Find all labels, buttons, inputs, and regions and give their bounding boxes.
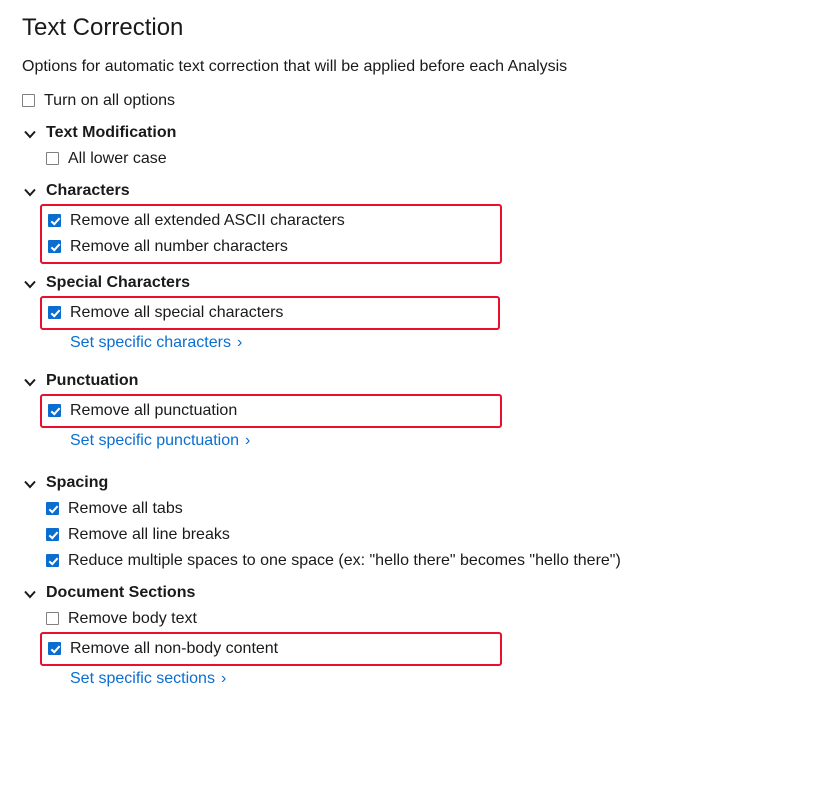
option-remove-extended-ascii[interactable] xyxy=(48,208,494,234)
set-specific-sections-label: Set specific sections xyxy=(70,669,215,687)
highlight-box-special-characters xyxy=(40,296,500,330)
chevron-down-icon[interactable] xyxy=(22,585,38,601)
chevron-right-icon: › xyxy=(245,431,251,449)
turn-on-all-options-checkbox[interactable] xyxy=(22,94,35,107)
group-header-characters[interactable] xyxy=(22,178,819,204)
remove-body-text-label: Remove body text xyxy=(68,609,197,627)
option-remove-special-characters[interactable] xyxy=(48,300,492,326)
option-reduce-multiple-spaces[interactable] xyxy=(46,548,819,574)
link-row-set-specific-punctuation[interactable] xyxy=(70,428,819,454)
turn-on-all-options-label: Turn on all options xyxy=(44,91,176,109)
chevron-down-icon[interactable] xyxy=(22,373,38,389)
remove-all-line-breaks-checkbox[interactable] xyxy=(46,528,59,541)
remove-special-characters-label: Remove all special characters xyxy=(70,303,284,321)
remove-extended-ascii-label: Remove all extended ASCII characters xyxy=(70,211,345,229)
remove-number-characters-checkbox[interactable] xyxy=(48,240,61,253)
set-specific-sections-link[interactable] xyxy=(70,666,226,692)
chevron-down-icon[interactable] xyxy=(22,183,38,199)
set-specific-characters-label: Set specific characters xyxy=(70,333,231,351)
chevron-right-icon: › xyxy=(236,333,243,351)
reduce-multiple-spaces-checkbox[interactable] xyxy=(46,554,59,567)
option-remove-number-characters[interactable] xyxy=(48,234,494,260)
group-header-document-sections[interactable] xyxy=(22,580,819,606)
remove-all-non-body-content-checkbox[interactable] xyxy=(48,642,61,655)
chevron-down-icon[interactable] xyxy=(22,475,38,491)
all-lower-case-label: All lower case xyxy=(68,149,167,167)
remove-all-punctuation-label: Remove all punctuation xyxy=(70,401,238,419)
group-title-punctuation: Punctuation xyxy=(46,371,139,389)
option-remove-all-line-breaks[interactable] xyxy=(46,522,819,548)
group-header-spacing[interactable] xyxy=(22,470,819,496)
option-remove-body-text[interactable] xyxy=(46,606,819,632)
remove-all-tabs-label: Remove all tabs xyxy=(68,499,183,517)
remove-number-characters-label: Remove all number characters xyxy=(70,237,288,255)
turn-on-all-options-row[interactable] xyxy=(22,88,819,114)
option-remove-all-non-body-content[interactable] xyxy=(48,636,494,662)
set-specific-punctuation-label: Set specific punctuation xyxy=(70,431,239,449)
set-specific-characters-link[interactable] xyxy=(70,330,242,356)
page-title: Text Correction xyxy=(22,14,184,41)
remove-extended-ascii-checkbox[interactable] xyxy=(48,214,61,227)
group-header-text-modification[interactable] xyxy=(22,120,819,146)
remove-all-line-breaks-label: Remove all line breaks xyxy=(68,525,230,543)
group-title-spacing: Spacing xyxy=(46,473,109,491)
group-title-document-sections: Document Sections xyxy=(46,583,196,601)
group-header-special-characters[interactable] xyxy=(22,270,819,296)
link-row-set-specific-sections[interactable] xyxy=(70,666,819,692)
set-specific-punctuation-link[interactable] xyxy=(70,428,250,454)
remove-all-tabs-checkbox[interactable] xyxy=(46,502,59,515)
group-header-punctuation[interactable] xyxy=(22,368,819,394)
highlight-box-document-sections xyxy=(40,632,502,666)
option-remove-all-tabs[interactable] xyxy=(46,496,819,522)
group-title-special-characters: Special Characters xyxy=(46,273,191,291)
reduce-multiple-spaces-label: Reduce multiple spaces to one space (ex: "hello there" becomes "hello there") xyxy=(68,551,621,569)
remove-all-non-body-content-label: Remove all non-body content xyxy=(70,639,279,657)
remove-body-text-checkbox[interactable] xyxy=(46,612,59,625)
group-title-characters: Characters xyxy=(46,181,130,199)
option-all-lower-case[interactable] xyxy=(46,146,819,172)
group-title-text-modification: Text Modification xyxy=(46,123,177,141)
chevron-down-icon[interactable] xyxy=(22,125,38,141)
link-row-set-specific-characters[interactable] xyxy=(70,330,819,356)
highlight-box-punctuation xyxy=(40,394,502,428)
chevron-right-icon: › xyxy=(220,669,227,687)
option-remove-all-punctuation[interactable] xyxy=(48,398,494,424)
remove-all-punctuation-checkbox[interactable] xyxy=(48,404,61,417)
remove-special-characters-checkbox[interactable] xyxy=(48,306,61,319)
chevron-down-icon[interactable] xyxy=(22,275,38,291)
highlight-box-characters xyxy=(40,204,502,264)
all-lower-case-checkbox[interactable] xyxy=(46,152,59,165)
page-subtitle: Options for automatic text correction that will be applied before each Analysis xyxy=(22,57,568,75)
